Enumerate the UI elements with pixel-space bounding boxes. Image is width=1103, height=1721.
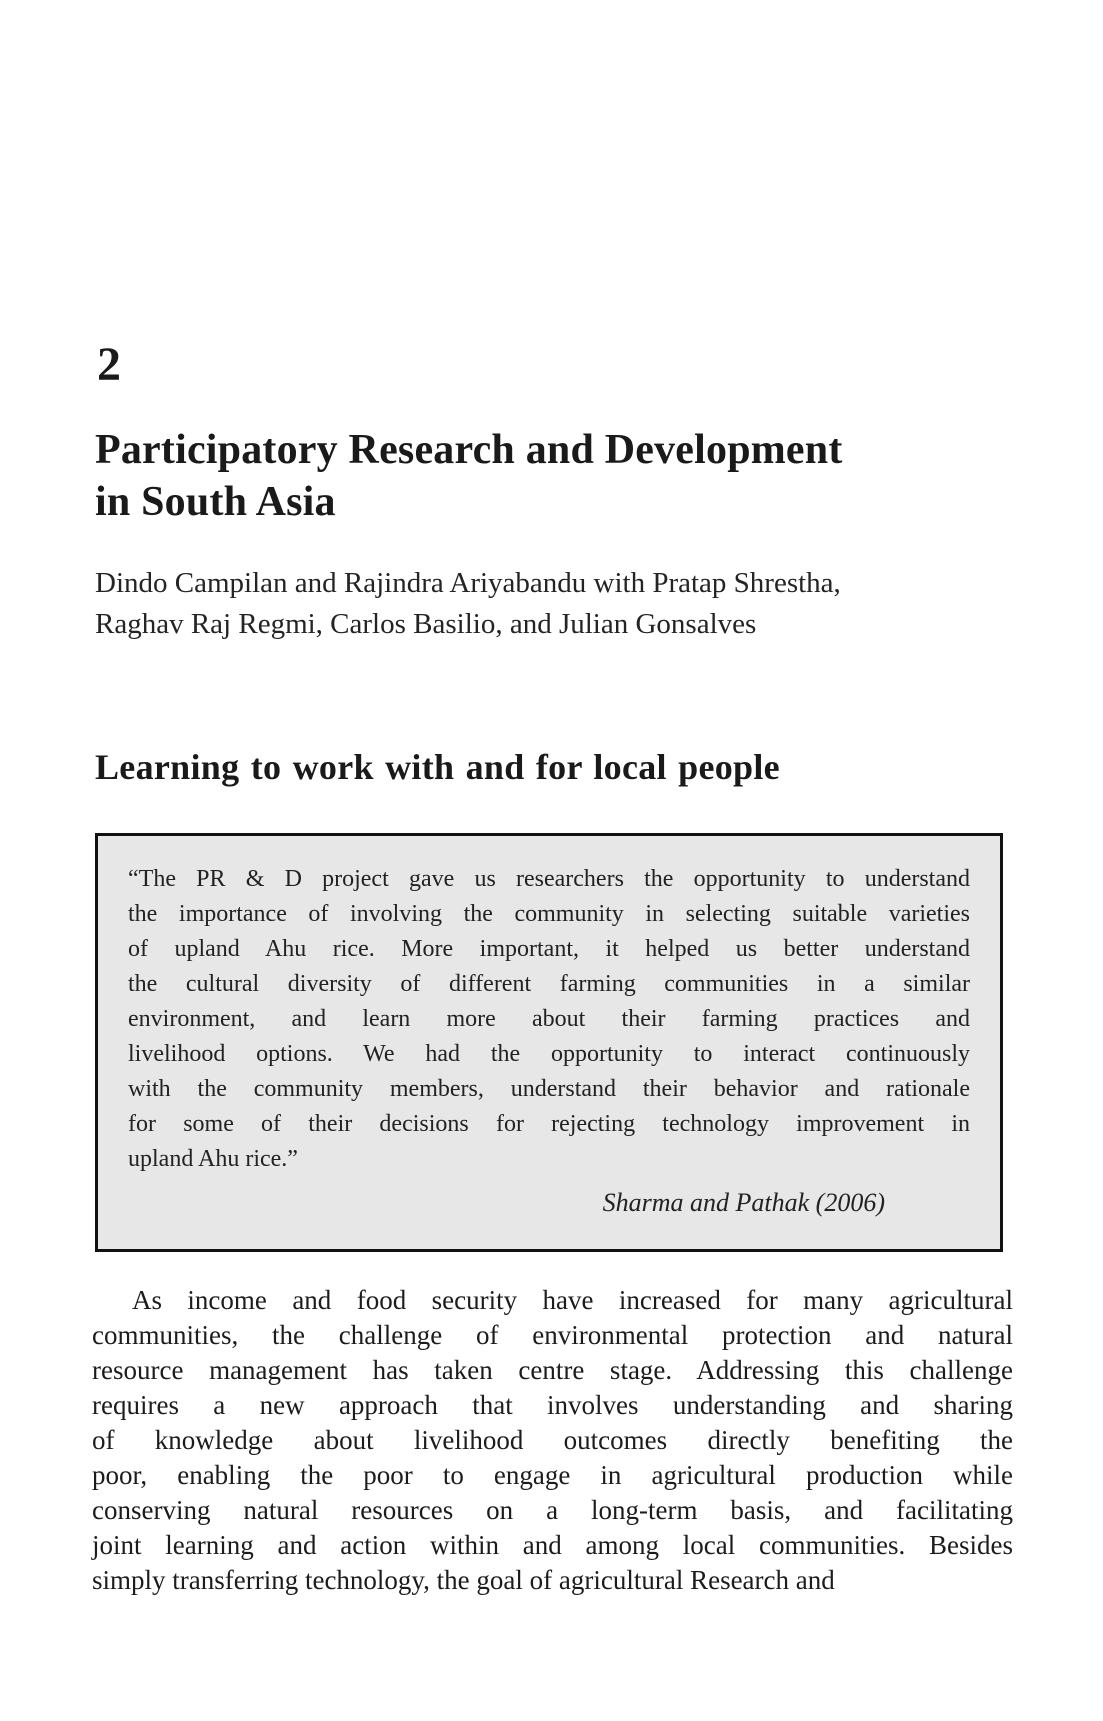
text-line: requires a new approach that involves understanding and sharing [92, 1390, 1013, 1420]
text-line: of upland Ahu rice. More important, it helped us better understand [128, 936, 970, 962]
text-line: simply transferring technology, the goal of agricultural Research and [92, 1565, 835, 1595]
text-line: upland Ahu rice.” [128, 1146, 298, 1172]
text-line: joint learning and action within and among local communities. Besides [92, 1530, 1013, 1560]
text-line: resource management has taken centre stage. Addressing this challenge [92, 1355, 1013, 1385]
text-line: “The PR & D project gave us researchers the opportunity to understand [128, 866, 970, 892]
chapter-title [95, 424, 1015, 528]
authors-line-1: Dindo Campilan and Rajindra Ariyabandu with Pratap Shrestha, [95, 567, 841, 599]
quote-attribution: Sharma and Pathak (2006) [602, 1188, 885, 1217]
text-line: environment, and learn more about their farming practices and [128, 1006, 970, 1032]
text-line: the cultural diversity of different farming communities in a similar [128, 971, 970, 997]
chapter-title-line-1: Participatory Research and Development [95, 427, 843, 473]
quote-box [95, 833, 1003, 1252]
text-line: with the community members, understand their behavior and rationale [128, 1076, 970, 1102]
text-line: poor, enabling the poor to engage in agricultural production while [92, 1460, 1013, 1490]
text-line: the importance of involving the community in selecting suitable varieties [128, 901, 970, 927]
text-line: of knowledge about livelihood outcomes directly benefiting the [92, 1425, 1013, 1455]
chapter-title-line-2: in South Asia [95, 479, 336, 525]
text-line: livelihood options. We had the opportunity to interact continuously [128, 1041, 970, 1067]
text-line: for some of their decisions for rejecting technology improvement in [128, 1111, 970, 1137]
chapter-number: 2 [97, 338, 121, 391]
section-heading: Learning to work with and for local people [95, 747, 780, 787]
authors-byline [95, 563, 1015, 645]
quote-text [128, 862, 970, 1177]
body-paragraph [92, 1283, 1013, 1598]
text-line: communities, the challenge of environmental protection and natural [92, 1320, 1013, 1350]
authors-line-2: Raghav Raj Regmi, Carlos Basilio, and Julian Gonsalves [95, 608, 757, 640]
text-line: As income and food security have increased for many agricultural [132, 1285, 1013, 1315]
text-line: conserving natural resources on a long-term basis, and facilitating [92, 1495, 1013, 1525]
